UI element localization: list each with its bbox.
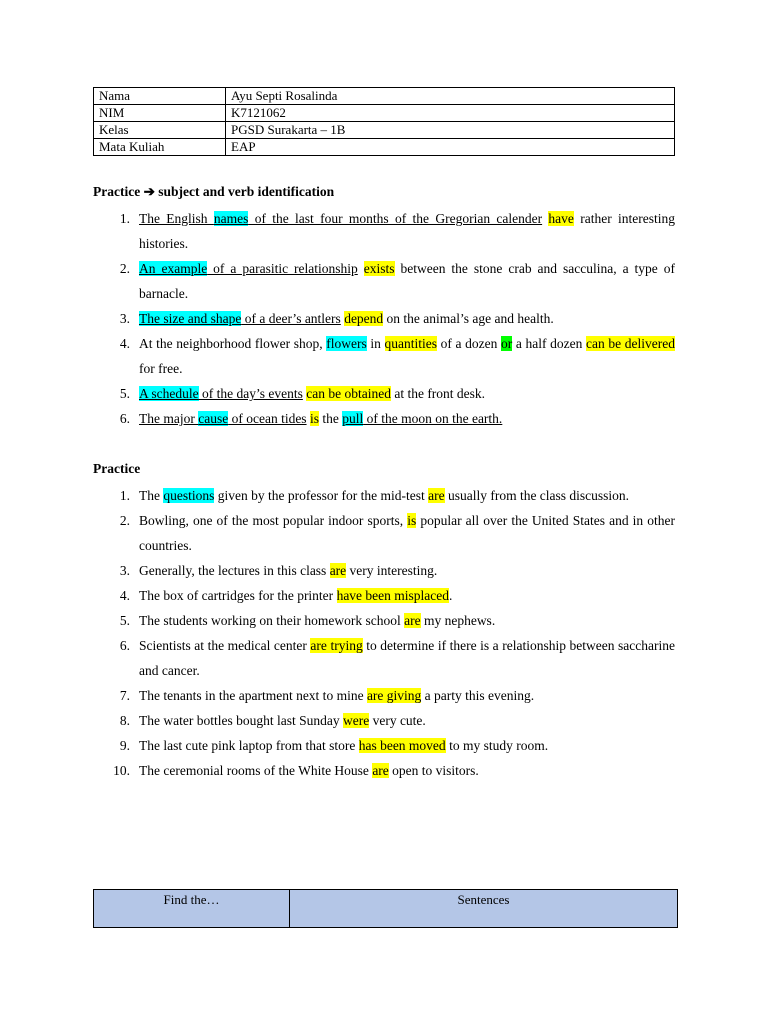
verb-highlight: is <box>407 513 417 528</box>
subject-phrase <box>139 411 307 426</box>
list-item <box>110 306 675 331</box>
item-number: 7. <box>119 688 130 703</box>
verb-highlight: depend <box>344 311 384 326</box>
text: of the moon on the earth. <box>363 411 503 426</box>
list-item <box>110 331 675 381</box>
list-item <box>110 483 675 508</box>
text: At the neighborhood flower shop, <box>139 336 327 351</box>
info-value: K7121062 <box>226 105 675 122</box>
verb-highlight: exists <box>363 261 395 276</box>
subject-phrase <box>139 211 542 226</box>
subject-highlight: cause <box>198 411 229 426</box>
text: given by the professor for the mid-test <box>214 488 429 503</box>
text: . <box>449 588 453 603</box>
list-item <box>110 683 675 708</box>
info-value: PGSD Surakarta – 1B <box>226 122 675 139</box>
text: The tenants in the apartment next to mine <box>139 688 367 703</box>
section1-heading-prefix: Practice <box>93 184 141 199</box>
list-item <box>110 256 675 306</box>
item-number: 5. <box>119 386 130 401</box>
text: between the stone crab and sacculina, a type of barnacle. <box>139 261 675 301</box>
section1-list <box>110 206 675 431</box>
item-number: 3. <box>119 311 130 326</box>
item-number: 1. <box>119 211 130 226</box>
subject-phrase <box>139 386 303 401</box>
subject-phrase <box>139 261 358 276</box>
text: open to visitors. <box>388 763 479 778</box>
subject-phrase <box>139 311 341 326</box>
item-number: 6. <box>119 411 130 426</box>
text: of a dozen <box>437 336 502 351</box>
info-value: EAP <box>226 139 675 156</box>
text: popular all over the United States and in other countries. <box>139 513 675 553</box>
section1-heading <box>93 184 334 200</box>
item-number: 4. <box>119 588 130 603</box>
verb-highlight: quantities <box>384 336 438 351</box>
text: my nephews. <box>420 613 496 628</box>
verb-highlight: can be obtained <box>306 386 391 401</box>
list-item <box>110 508 675 558</box>
verb-highlight: are giving <box>366 688 422 703</box>
list-item <box>110 406 675 431</box>
text: Generally, the lectures in this class <box>139 563 330 578</box>
verb-highlight: are <box>372 763 389 778</box>
verb-highlight: have <box>548 211 574 226</box>
text: for free. <box>139 361 183 376</box>
text: The students working on their homework school <box>139 613 405 628</box>
conjunction-highlight: or <box>501 336 513 351</box>
list-item <box>110 381 675 406</box>
verb-highlight: were <box>342 713 370 728</box>
text: the <box>318 411 343 426</box>
verb-highlight: has been moved <box>358 738 446 753</box>
text: of the day’s events <box>198 386 303 401</box>
column-header-sentences: Sentences <box>290 890 678 928</box>
info-row <box>94 105 675 122</box>
section2-heading: Practice <box>93 461 141 476</box>
info-label: NIM <box>94 105 226 122</box>
text: usually from the class discussion. <box>444 488 630 503</box>
text: Scientists at the medical center <box>139 638 311 653</box>
info-row <box>94 122 675 139</box>
item-number: 9. <box>119 738 130 753</box>
text: at the front desk. <box>390 386 486 401</box>
text: rather interesting histories. <box>139 211 675 251</box>
text: to my study room. <box>445 738 549 753</box>
text: of a parasitic relationship <box>207 261 358 276</box>
text: Bowling, one of the most popular indoor sports, <box>139 513 408 528</box>
complement-phrase <box>342 411 502 426</box>
subject-highlight: The size and shape <box>139 311 242 326</box>
subject-highlight: flowers <box>326 336 367 351</box>
list-item <box>110 708 675 733</box>
table-header-row <box>94 890 678 928</box>
subject-highlight: names <box>213 211 249 226</box>
item-number: 2. <box>119 513 130 528</box>
subject-highlight: An example <box>139 261 208 276</box>
column-header-find: Find the… <box>94 890 290 928</box>
list-item <box>110 558 675 583</box>
info-row <box>94 88 675 105</box>
item-number: 8. <box>119 713 130 728</box>
text: very cute. <box>369 713 426 728</box>
item-number: 3. <box>119 563 130 578</box>
text: of a deer’s antlers <box>241 311 341 326</box>
text: The box of cartridges for the printer <box>139 588 337 603</box>
item-number: 10. <box>113 763 130 778</box>
arrow-right-icon: ➔ <box>143 184 155 199</box>
item-number: 1. <box>119 488 130 503</box>
text: of the last four months of the Gregorian calender <box>248 211 543 226</box>
subject-highlight: questions <box>163 488 215 503</box>
list-item <box>110 206 675 256</box>
verb-highlight: is <box>309 411 319 426</box>
info-row <box>94 139 675 156</box>
item-number: 5. <box>119 613 130 628</box>
text: a half dozen <box>512 336 587 351</box>
text: The <box>139 488 164 503</box>
text: of ocean tides <box>228 411 307 426</box>
student-info-table <box>93 87 675 156</box>
info-label: Nama <box>94 88 226 105</box>
verb-highlight: are trying <box>310 638 363 653</box>
text: very interesting. <box>346 563 438 578</box>
text: The English <box>139 211 214 226</box>
text <box>358 261 364 276</box>
find-sentences-table <box>93 889 678 928</box>
verb-highlight: have been misplaced <box>336 588 450 603</box>
item-number: 2. <box>119 261 130 276</box>
text: to determine if there is a relationship between saccharine and cancer. <box>139 638 675 678</box>
subject-highlight: pull <box>342 411 364 426</box>
list-item <box>110 758 675 783</box>
text: The ceremonial rooms of the White House <box>139 763 373 778</box>
text: on the animal’s age and health. <box>383 311 554 326</box>
verb-highlight: can be delivered <box>586 336 675 351</box>
text: a party this evening. <box>421 688 535 703</box>
list-item <box>110 633 675 683</box>
verb-highlight: are <box>329 563 347 578</box>
text: The last cute pink laptop from that store <box>139 738 359 753</box>
list-item <box>110 608 675 633</box>
text: The water bottles bought last Sunday <box>139 713 343 728</box>
section1-heading-suffix: subject and verb identification <box>158 184 335 199</box>
list-item <box>110 733 675 758</box>
item-number: 4. <box>119 336 130 351</box>
text: in <box>366 336 385 351</box>
verb-highlight: are <box>404 613 421 628</box>
info-value: Ayu Septi Rosalinda <box>226 88 675 105</box>
text: The major <box>139 411 199 426</box>
info-label: Mata Kuliah <box>94 139 226 156</box>
item-number: 6. <box>119 638 130 653</box>
info-label: Kelas <box>94 122 226 139</box>
section2-list <box>110 483 675 783</box>
subject-highlight: A schedule <box>139 386 199 401</box>
verb-highlight: are <box>428 488 445 503</box>
list-item <box>110 583 675 608</box>
